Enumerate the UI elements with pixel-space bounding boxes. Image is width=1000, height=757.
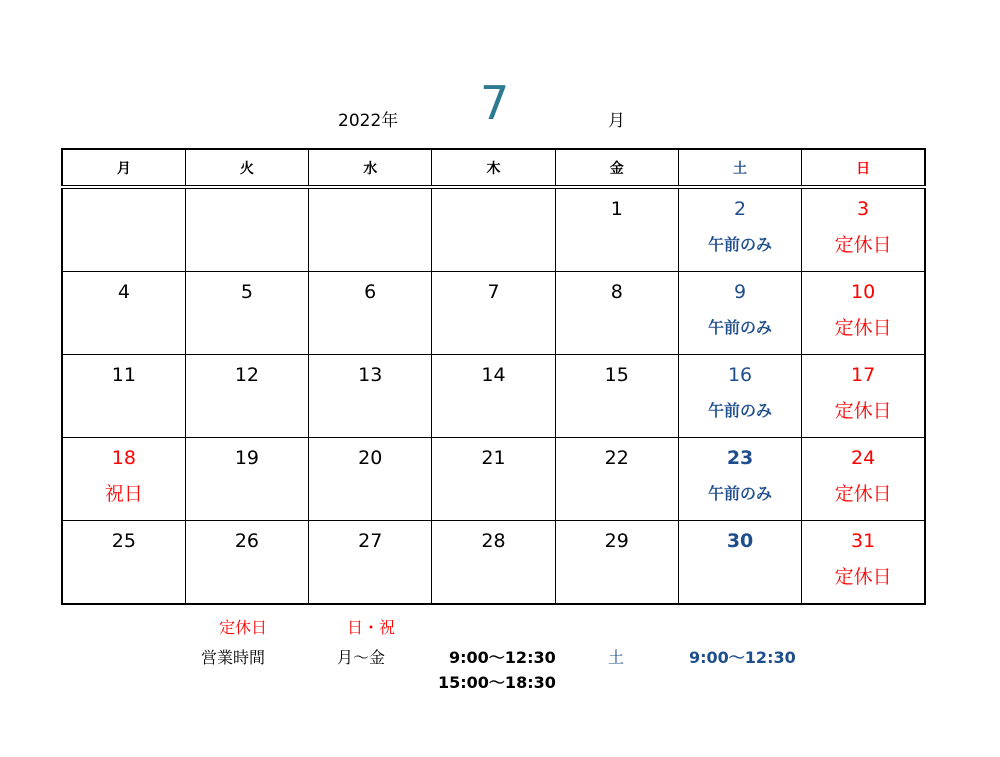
legend-weekday-range: 月～金 [337,648,386,667]
day-number: 26 [234,530,260,552]
day-cell-wed [309,272,432,355]
day-number: 27 [358,530,383,552]
weekday-header-sun: 日 [802,149,925,187]
day-cell-mon [62,438,185,521]
legend-closed-label: 定休日 [219,618,268,637]
day-cell-sun [802,272,925,355]
day-number: 11 [111,364,136,386]
day-cell-tue [185,272,308,355]
day-cell-tue [185,521,308,605]
day-number: 22 [604,447,629,469]
day-number: 1 [610,198,623,220]
day-cell-wed [309,438,432,521]
day-number: 4 [117,281,130,303]
weekday-header-tue: 火 [185,149,308,187]
day-cell-thu [432,438,555,521]
day-number: 9 [734,281,747,303]
day-note: 午前のみ [708,318,773,337]
day-number: 2 [734,198,747,220]
day-note: 定休日 [834,234,892,256]
day-number: 17 [851,364,876,386]
day-cell-fri [555,438,678,521]
day-cell-sat [678,272,801,355]
day-cell-sun [802,438,925,521]
day-number: 14 [481,364,506,386]
weekday-header-mon: 月 [62,149,185,187]
day-cell-wed [309,355,432,438]
day-note: 定休日 [834,317,892,339]
legend-saturday-label: 土 [608,648,625,667]
day-cell-sat [678,521,801,605]
legend-weekday-hours-2: 15:00～18:30 [438,673,556,692]
weekday-header-thu: 木 [432,149,555,187]
day-number: 13 [358,364,383,386]
day-number: 23 [726,447,754,469]
day-cell-tue [185,438,308,521]
day-cell-fri [555,187,678,272]
day-cell-sat [678,438,801,521]
month-number: 7 [480,76,510,130]
week-row [62,272,925,355]
day-number: 12 [234,364,260,386]
week-row [62,355,925,438]
legend-hours-label: 営業時間 [201,648,266,667]
day-note: 祝日 [104,483,143,505]
day-number: 30 [726,530,754,552]
day-cell-thu [432,272,555,355]
day-number: 28 [481,530,506,552]
day-note: 定休日 [834,483,892,505]
day-cell-mon [62,187,185,272]
day-cell-thu [432,187,555,272]
day-note: 午前のみ [708,401,773,420]
day-cell-thu [432,521,555,605]
weekday-header-fri: 金 [555,149,678,187]
day-note: 午前のみ [708,235,773,254]
day-cell-tue [185,355,308,438]
day-number: 20 [358,447,383,469]
legend-saturday-hours: 9:00～12:30 [689,648,796,667]
day-cell-thu [432,355,555,438]
day-cell-fri [555,521,678,605]
calendar-grid [61,148,926,605]
day-cell-mon [62,521,185,605]
day-cell-sat [678,187,801,272]
day-cell-mon [62,272,185,355]
day-number: 25 [111,530,136,552]
weekday-header-row [62,149,925,187]
week-row [62,187,925,272]
day-cell-wed [309,187,432,272]
day-number: 21 [481,447,506,469]
day-cell-sun [802,355,925,438]
day-cell-wed [309,521,432,605]
day-number: 5 [240,281,253,303]
day-cell-mon [62,355,185,438]
day-number: 8 [610,281,623,303]
day-note: 定休日 [834,566,892,588]
day-number: 3 [857,198,870,220]
day-number: 10 [851,281,876,303]
year-label: 2022年 [338,111,399,131]
day-cell-sat [678,355,801,438]
day-cell-sun [802,521,925,605]
day-number: 18 [111,447,136,469]
legend-weekday-hours-1: 9:00～12:30 [449,648,556,667]
day-cell-tue [185,187,308,272]
day-cell-fri [555,355,678,438]
day-number: 6 [364,281,377,303]
day-number: 24 [851,447,876,469]
week-row [62,438,925,521]
calendar-body [62,187,925,604]
day-number: 16 [727,364,753,386]
weekday-header-wed: 水 [309,149,432,187]
day-cell-sun [802,187,925,272]
day-number: 15 [604,364,629,386]
day-note: 午前のみ [708,484,773,503]
day-number: 29 [604,530,629,552]
day-number: 19 [234,447,260,469]
weekday-header-sat: 土 [678,149,801,187]
week-row [62,521,925,605]
legend-closed-days: 日・祝 [347,618,396,637]
day-note: 定休日 [834,400,892,422]
day-number: 7 [487,281,500,303]
month-suffix: 月 [608,111,625,131]
day-cell-fri [555,272,678,355]
day-number: 31 [851,530,876,552]
